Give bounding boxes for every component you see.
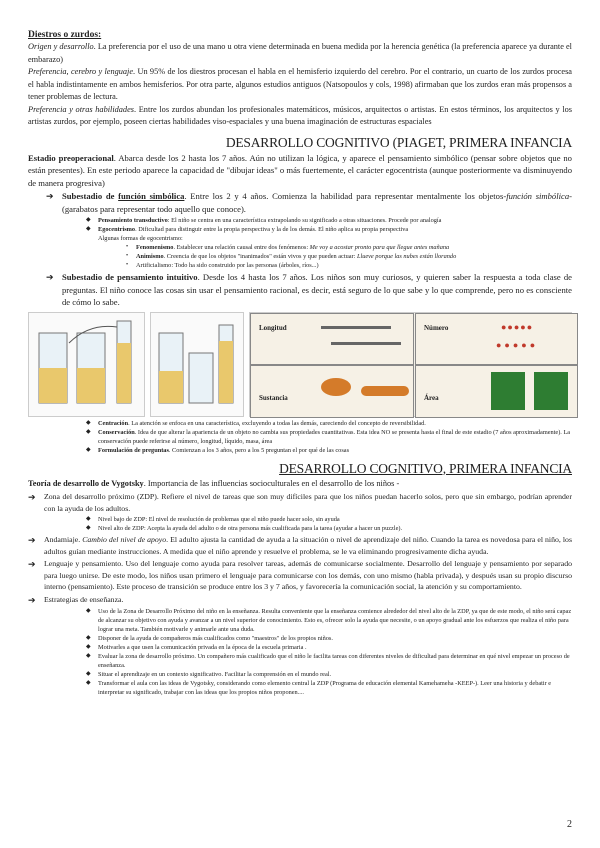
list-item: • Fenomenismo. Establecer una relación causal entre dos fenómenos: Me voy a acostar pronto para que llegue antes mañana: [126, 244, 450, 251]
diamond-bullet-icon: ◆: [86, 419, 91, 426]
list-item: ◆ Situar el aprendizaje en un contexto significativo. Facilitar la comprensión en el mundo real.: [86, 671, 332, 678]
list-item: ◆ Formulación de preguntas. Comienzan a los 3 años, pero a los 5 preguntan el por qué de las cosas: [86, 446, 350, 454]
longitud-panel: [250, 313, 414, 365]
diamond-bullet-icon: ◆: [86, 226, 91, 232]
list-item: ◆ Centración. La atención se enfoca en una característica, excluyendo a todas las demás, careciendo del concepto de reversibilidad.: [86, 419, 426, 427]
paragraph-habilidades: Preferencia y otras habilidades. Entre los zurdos abundan los profesionales matemáticos, músicos, arquitectos o artistas. En estos términos, los arquitectos y los artistas zurdos, por ejemplo, poseen ciertas habilidades viso-espaciales y una buena imaginación de estructuras espaciales: [28, 104, 573, 126]
longitud-label: Longitud: [259, 323, 287, 332]
dot-bullet-icon: •: [126, 244, 129, 250]
dot-bullet-icon: •: [126, 253, 129, 259]
diamond-bullet-icon: ◆: [86, 680, 91, 686]
subestadio-intuitivo: ➔ Subestadio de pensamiento intuitivo. Desde los 4 hasta los 7 años. Los niños son muy curiosos, y quieren saber la respuesta a toda clase de preguntas. El niño conoce las cosas sin usar el pensamiento racional, es decir, está seguro de lo que sabe y lo que comprende, pero no es consciente de cómo lo sabe.: [46, 272, 572, 307]
list-item: ◆ Nivel alto de ZDP: Acepta la ayuda del adulto o de otra persona más cualificada para la tarea (ayudar a hacer un puzzle).: [86, 525, 403, 532]
diamond-bullet-icon: ◆: [86, 428, 91, 435]
diamond-bullet-icon: ◆: [86, 516, 91, 522]
beakers-illustration-icon: [151, 313, 243, 416]
list-item: • Artificialismo: Todo ha sido construido por las personas (árboles, ríos...): [126, 262, 319, 269]
diamond-bullet-icon: ◆: [86, 525, 91, 531]
diamond-bullet-icon: ◆: [86, 608, 91, 614]
page-content: [28, 30, 572, 697]
subestadio-simbolica: ➔ Subestadio de función simbólica. Entre los 2 y 4 años. Comienza la habilidad para representar mentalmente los objetos-función simbólica- (garabatos para representar todo aquello que conoce).: [46, 191, 572, 214]
list-item: • Animismo. Creencia de que los objetos "inanimados" están vivos y que pueden actuar: Llueve porque las nubes están llorando: [126, 253, 457, 260]
arrow-bullet-icon: ➔: [28, 594, 36, 605]
list-item: ◆ Evaluar la zona de desarrollo próximo. Un compañero más cualificado que el niño le facilita tareas con diferentes niveles de dificultad para determinar en qué nivel empezar un proceso de enseñanza.: [86, 653, 570, 669]
conservation-types-image: [249, 312, 572, 417]
list-item: ◆ Motivarles a que usen la comunicación privada en la época de la escuela primaria .: [86, 644, 307, 651]
list-item: ◆ Conservación. Idea de que alterar la apariencia de un objeto no cambia sus propiedades cuantitativas. Esta idea NO se presenta hasta el final de este estadio (7 años aproximadamente). La conservación puede referirse al número, longitud, líquido, masa, área: [86, 428, 571, 445]
diamond-bullet-icon: ◆: [86, 671, 91, 677]
arrow-bullet-icon: ➔: [28, 559, 36, 569]
list-item: ◆ Disponer de la ayuda de compañeros más cualificados como "maestros" de los propios niños.: [86, 635, 333, 642]
section-heading-diestros: Diestros o zurdos:: [28, 30, 102, 40]
list-zdp: [86, 515, 572, 533]
sustancia-label: Sustancia: [259, 393, 288, 402]
list-item: ◆ Pensamiento transductivo: El niño se centra en una característica extrapolando su significado a otras situaciones. Procede por analogía: [86, 217, 442, 224]
page-number: 2: [567, 819, 572, 830]
item-lenguaje: ➔ Lenguaje y pensamiento. Uso del lenguaje como ayuda para resolver tareas, además de comunicarse socialmente. Desarrollo del lenguaje y pensamiento por separado para luego unirse. De este modo, los niños usan primero el lenguaje para comunicarse con los demás, con uno mismo (habla privada), y después usan su propio discurso interno (pensamiento). Este proceso de transición se produce entre los 3 y 7 años, y favorecería la comunicación social, la atención y su comportamiento.: [28, 559, 572, 591]
conservation-liquid-image-1: [28, 312, 145, 417]
arrow-bullet-icon: ➔: [46, 191, 54, 201]
list-intuitivo: [86, 419, 572, 455]
list-simbolica: [86, 216, 572, 243]
paragraph-origen: Origen y desarrollo. La preferencia por el uso de una mano u otra viene determinada en buena medida por la herencia genética (la preferencia aparece ya durante el embarazo): [28, 42, 572, 64]
figures-row: [28, 312, 572, 417]
list-estrategias: [86, 607, 572, 697]
diamond-bullet-icon: ◆: [86, 217, 91, 223]
diamond-bullet-icon: ◆: [86, 653, 91, 659]
dot-bullet-icon: •: [126, 262, 129, 268]
section-title-piaget: DESARROLLO COGNITIVO (PIAGET, PRIMERA INFANCIA: [225, 134, 572, 150]
item-zdp: ➔ Zona del desarrollo próximo (ZDP). Refiere el nivel de tareas que son muy difíciles para que los niños puedan hacerlo solos, pero que sin embargo, podrían aprender con la ayuda de los adultos.: [28, 492, 572, 513]
sustancia-panel: [250, 365, 414, 418]
beakers-illustration-icon: [29, 313, 144, 416]
list-item: ◆ Egocentrismo. Dificultad para distinguir entre la propia perspectiva y la de los demás. El niño aplica su propia perspectiva: [86, 226, 409, 233]
diamond-bullet-icon: ◆: [86, 446, 91, 453]
ego-forms-label: Algunas formas de egocentrismo:: [98, 235, 183, 242]
diamond-bullet-icon: ◆: [86, 635, 91, 641]
numero-label: Número: [424, 323, 449, 332]
conservation-liquid-image-2: [150, 312, 244, 417]
item-andamiaje: ➔ Andamiaje. Cambio del nivel de apoyo. El adulto ajusta la cantidad de ayuda a la situación o nivel de aprendizaje del niño. Cuando la tarea es novedosa para el niño, los adultos guían mediante instrucciones. A medida que el niño aprende y resuelve el problema, se le va eliminando progresivamente dicha ayuda.: [28, 535, 572, 556]
paragraph-vygotsky: Teoría de desarrollo de Vygotsky. Importancia de las influencias socioculturales en el desarrollo de los niños -: [28, 478, 400, 488]
list-item: ◆ Uso de la Zona de Desarrollo Próximo del niño en la enseñanza. Resulta conveniente que la enseñanza comience alrededor del nivel alto de la ZDP, ya que de este modo, el niño será capaz de alcanzar su objetivo con ayuda y avanzar a un nivel superior de conocimiento. Esto es, ofrecer solo la ayuda que necesite, o un apoyo gradual ante los esfuerzos que realiza el niño para lograr una meta. También motivarle y animarle ante una duda.: [86, 608, 572, 633]
arrow-bullet-icon: ➔: [28, 492, 36, 502]
item-estrategias: ➔ Estrategias de enseñanza.: [28, 594, 124, 605]
paragraph-preoperacional: Estadio preoperacional. Abarca desde los 2 hasta los 7 años. Aún no utilizan la lógica, y aparece el pensamiento simbólico (pensar sobre objetos que no están presentes). En este periodo aparece la capacidad de "dibujar ideas" o más fuertemente, el carácter egocentrista (aunque posteriormente va disminuyendo de manera progresiva): [28, 152, 572, 188]
diamond-bullet-icon: ◆: [86, 644, 91, 650]
section-title-vygotsky: DESARROLLO COGNITIVO, PRIMERA INFANCIA: [279, 460, 572, 476]
numero-panel: Número ●●●●● ●●●●●: [415, 313, 578, 365]
list-egocentrismo: [126, 243, 572, 270]
list-item: ◆ Nivel bajo de ZDP: El nivel de resolución de problemas que el niño puede hacer solo, sin ayuda: [86, 516, 340, 523]
area-label: Área: [424, 393, 439, 402]
arrow-bullet-icon: ➔: [46, 272, 54, 282]
area-panel: [415, 365, 578, 418]
list-item: ◆ Transformar el aula con las ideas de Vygotsky, considerando como elemento central la ZDP (Programa de educación elemental Kamehameha -KEEP-). Leer una historia y debatir e interpretar su significado, trabajar con las ideas que los propios niños proponen....: [86, 680, 552, 696]
arrow-bullet-icon: ➔: [28, 535, 36, 545]
paragraph-cerebro: Preferencia, cerebro y lenguaje. Un 95% de los diestros procesan el habla en el hemisferio izquierdo del cerebro. Por el contrario, un cuarto de los zurdos procesa el habla indistintamente en ambos hemisferios. Por otra parte, algunos estudios antiguos (Natsopoulos y cols, 1998) afirmaban que los zurdos eran más propensos a tener problemas de lectura.: [28, 67, 572, 101]
